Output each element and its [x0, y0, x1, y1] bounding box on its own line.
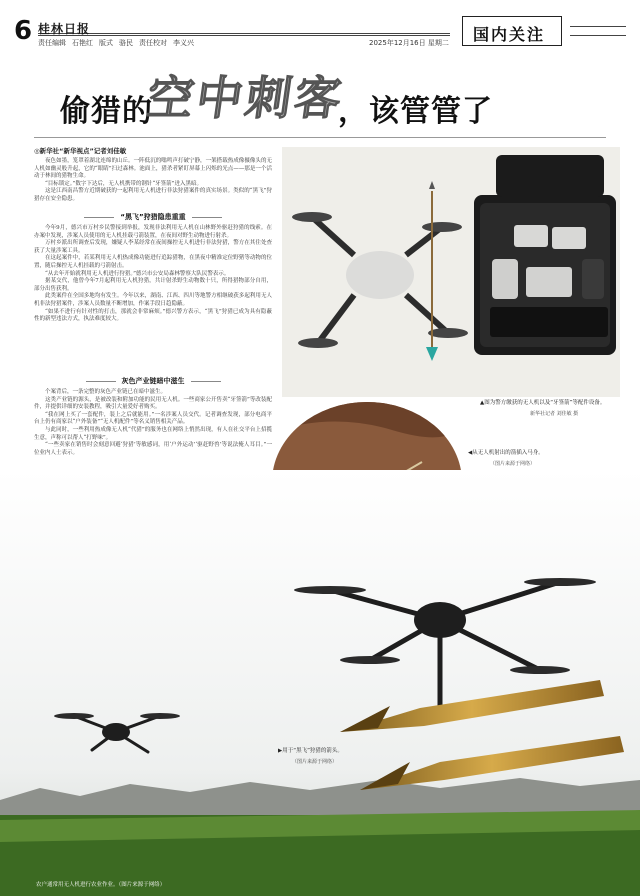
credit-case: 新华社记者 刘佳敏 摄 — [530, 411, 579, 417]
intro-paragraph: 这是江西南昌警方近期破获的一起利用无人机进行非法狩猎案件的真实场景。类似的“黑飞”狩猎存在安全隐患。 — [34, 188, 272, 202]
page-number: 6 — [14, 16, 33, 46]
editor-credits — [38, 38, 200, 48]
masthead — [14, 14, 626, 52]
headline-part-1: 偷猎的 — [60, 94, 153, 129]
caption-farm-drone: 农户通常用无人机进行农业作业。（图片来源于网络） — [36, 882, 166, 888]
editor-credit: 责任编辑 — [38, 39, 66, 47]
headline-part-2: 空中刺客 — [143, 71, 348, 125]
seized-drone-illustration — [282, 147, 620, 397]
headline-divider — [34, 137, 606, 138]
caption-horse: ◀从无人机射出的箭插入马身。 — [468, 450, 544, 456]
body-paragraph: “我在网上买了一套配件，装上之后就能用。”一名涉案人员交代。记者调查发现，部分电商平台上仍有商家以“户外装备”“无人机配件”等名义销售相关产品。 — [34, 411, 272, 426]
masthead-rule — [38, 33, 450, 36]
byline: ◎新华社“新华视点”记者刘佳敏 — [34, 147, 127, 155]
paper-name: 桂林日报 — [38, 22, 91, 36]
credit-horse: （图片来源于网络） — [490, 461, 536, 467]
seized-drone-photo — [282, 147, 620, 397]
body-paragraph: 此类案件在全国多地均有发生。今年以来，湖南、江西、四川等地警方相继破获多起利用无人机非法狩猎案件，涉案人员数量不断增加，作案手段日趋隐蔽。 — [34, 293, 272, 307]
intro-block — [34, 158, 272, 204]
intro-paragraph: “目标锁定。”数字下达后，无人机携带的钢针“牙签箭”迸入黑暗。 — [45, 180, 202, 187]
headline-part-3: ，该管管了 — [338, 94, 493, 129]
section-rule — [570, 26, 626, 36]
drones-field-photo — [0, 470, 640, 896]
body-paragraph: 这类产业链的源头，是被改装和附加功能的民用无人机。一些商家公开售卖“牙签箭”等改装配件，并提供详细的安装教程，吸引大量爱好者购买。 — [34, 396, 272, 411]
section-2 — [34, 376, 272, 457]
caption-arrowhead: ▶用于“黑飞”狩猎的箭头。 — [278, 748, 343, 754]
editor-credit: 石艳红 — [72, 39, 93, 47]
section-box — [462, 16, 562, 46]
intro-paragraph: 夜色如墨，笼罩着湖北连绵的山丘。一阵低沉的嗡鸣声打破宁静，一架搭载热成像摄像头的无人机如幽灵般升起，它的“眼睛”扫过森林。池面上，猎杀者紧盯屏幕上闪烁的光点——那是一个活动于林间的猎物生命。 — [34, 158, 272, 180]
body-paragraph: “一些卖家在销售时会刻意回避‘狩猎’等敏感词，用‘户外运动’‘驱赶野兽’等说法掩人耳目。”一位业内人士表示。 — [34, 442, 272, 456]
drones-field-illustration — [0, 470, 640, 896]
editor-credit: 版式 — [99, 39, 113, 47]
section-title: 国内关注 — [473, 25, 546, 44]
credit-arrowhead: （图片来源于网络） — [292, 759, 338, 765]
issue-weekday: 星期二 — [427, 39, 449, 47]
body-paragraph: 据某交代，他曾今年7月起利用无人机狩猎，共计射杀野生动物数十只，所得猎物部分自用，部分出售获利。 — [34, 278, 272, 292]
body-paragraph: 在这起案件中，若某利用无人机热成像功能进行追踪猎物，在黑夜中精准定位野猪等动物的位置，随后操控无人机挂载的弓箭射击。 — [34, 255, 272, 269]
headline — [60, 58, 580, 130]
body-paragraph: 个案背后，一条完整的灰色产业链已在暗中滋生。 — [45, 389, 167, 395]
editor-credit: 骆民 — [119, 39, 133, 47]
section-heading: 灰色产业链暗中滋生 — [34, 376, 272, 386]
section-1 — [34, 212, 272, 324]
body-paragraph: 万村乡派出所调查后发现，嫌疑人李某经常在夜间操控无人机进行非法狩猎，警方在其住处查获了大量涉案工具。 — [34, 240, 272, 254]
section-heading: “黑飞”狩猎隐患重重 — [34, 212, 272, 222]
body-paragraph: “如果不进行有针对性的打击，那就会非常麻烦。”德兴警方表示，“黑飞”狩猎已成为具有隐蔽性的新型违法方式，执法难度较大。 — [34, 308, 272, 323]
editor-credit: 责任校对 — [139, 39, 167, 47]
body-paragraph: 今年9月，德兴市万村乡民警接到举报，发现非法利用无人机在山林野外驱赶狩猎的线索。在办案中发现，涉案人员使用的无人机挂载弓箭装置，在夜间对野生动物进行射杀。 — [34, 225, 272, 239]
caption-case: ▲图为警方缴获的无人机以及“牙签箭”等配件设备。 — [480, 400, 606, 406]
issue-date — [369, 38, 449, 48]
body-paragraph: “从去年开始就利用无人机进行狩猎。”德兴市公安局森林警察大队民警表示。 — [45, 270, 230, 277]
body-paragraph: 与此同时，一些利用热成像无人机“代猎”的服务也在网络上悄然出现，有人在社交平台上招揽生意，声称可以帮人“打野味”。 — [34, 426, 272, 441]
issue-date-text: 2025年12月16日 — [369, 39, 426, 47]
editor-credit: 李义兴 — [173, 39, 194, 47]
